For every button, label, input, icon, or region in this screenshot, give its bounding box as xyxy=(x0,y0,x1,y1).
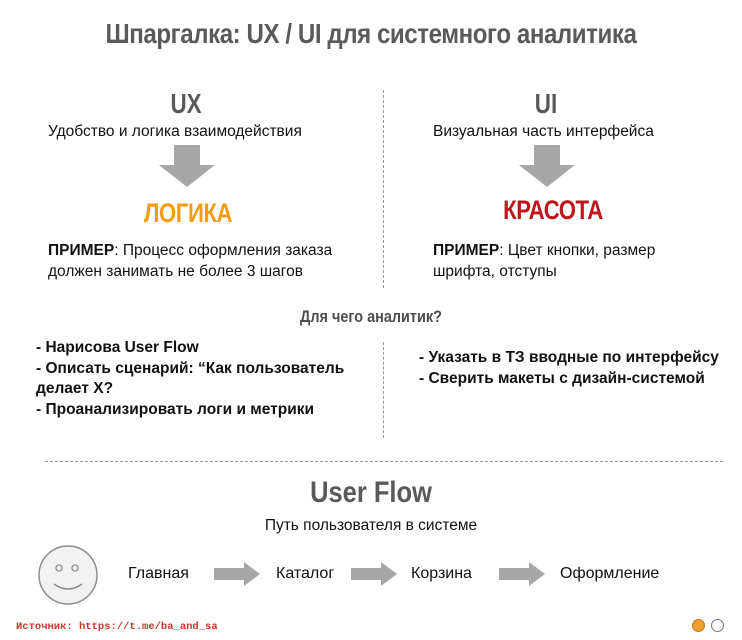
ux-example-label: ПРИМЕР xyxy=(48,242,115,259)
ux-example-text: : Процесс оформления заказа должен занимать не более 3 шагов xyxy=(48,242,333,280)
vertical-divider xyxy=(383,90,384,288)
arrow-right-icon xyxy=(351,562,397,586)
page-title: Шпаргалка: UX / UI для системного аналитика xyxy=(105,18,637,49)
list-item: - Описать сценарий: “Как пользователь делает Х? xyxy=(36,359,345,397)
ui-keyword: КРАСОТА xyxy=(503,195,603,225)
vertical-divider xyxy=(383,342,384,438)
flow-step-main: Главная xyxy=(128,565,189,582)
ux-heading: UX xyxy=(170,88,202,119)
page-dot-active[interactable] xyxy=(692,619,705,632)
ui-subtitle: Визуальная часть интерфейса xyxy=(433,123,654,140)
ux-subtitle: Удобство и логика взаимодействия xyxy=(48,123,302,140)
ui-heading: UI xyxy=(534,88,558,119)
ux-tasks-list xyxy=(36,338,376,420)
flow-step-catalog: Каталог xyxy=(276,565,335,582)
ux-example xyxy=(48,240,368,282)
ui-example-text: : Цвет кнопки, размер шрифта, отступы xyxy=(433,242,656,280)
list-item: - Сверить макеты с дизайн-системой xyxy=(419,369,705,387)
why-heading: Для чего аналитик? xyxy=(300,307,442,326)
user-flow-title: User Flow xyxy=(310,476,432,509)
user-flow-subtitle: Путь пользователя в системе xyxy=(264,517,478,534)
ui-example-label: ПРИМЕР xyxy=(433,242,500,259)
source-link[interactable]: Источник: https://t.me/ba_and_sa xyxy=(16,621,218,633)
arrow-right-icon xyxy=(214,562,260,586)
page-dot[interactable] xyxy=(711,619,724,632)
flow-step-cart: Корзина xyxy=(411,565,472,582)
list-item: - Указать в ТЗ вводные по интерфейсу xyxy=(419,349,719,366)
ux-keyword: ЛОГИКА xyxy=(143,198,233,228)
horizontal-divider xyxy=(45,461,723,462)
list-item: - Нарисова User Flow xyxy=(36,339,199,356)
ui-example xyxy=(433,240,713,282)
arrow-down-icon xyxy=(159,145,215,187)
arrow-right-icon xyxy=(499,562,545,586)
ui-tasks-list xyxy=(419,348,735,389)
flow-step-checkout: Оформление xyxy=(560,565,660,582)
smiley-face-icon xyxy=(37,544,99,606)
arrow-down-icon xyxy=(519,145,575,187)
list-item: - Проанализировать логи и метрики xyxy=(36,400,315,418)
